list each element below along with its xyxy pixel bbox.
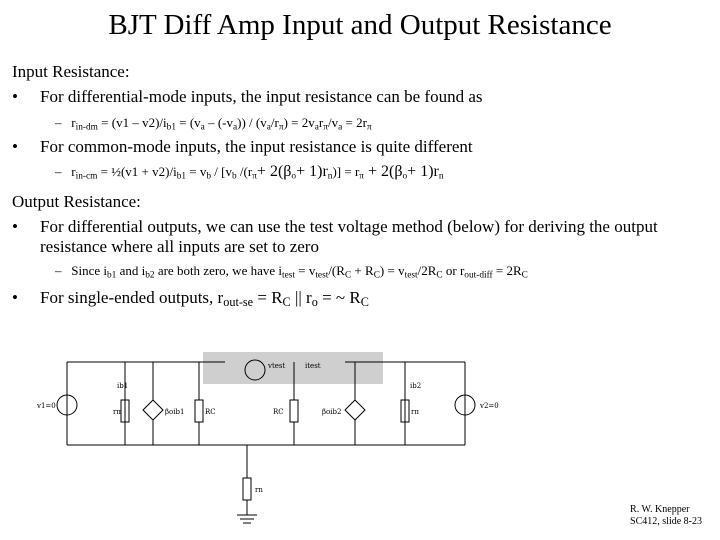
f-sub: π [252,171,257,182]
dash-marker: – [55,263,62,278]
n-t: /2R [417,263,437,278]
f-t: = (v [175,115,201,130]
label-itest: itest [305,362,321,370]
f-sub: a [338,122,343,133]
n-t: /(R [328,263,345,278]
n-sub: C [436,270,443,281]
output-resistance-heading: Output Resistance: [12,192,141,211]
n-sub: test [404,270,418,281]
f-sub: b1 [166,122,176,133]
input-resistance-heading: Input Resistance: [12,62,130,81]
n-sub: C [521,270,528,281]
label-ib2: ib2 [410,382,422,390]
label-ib1: ib1 [117,382,129,390]
diff-output-text: For differential outputs, we can use the test voltage method (below) for deriving the output resistance where all inputs are set to zero [40,217,658,256]
f-sub: a [200,122,205,133]
bullet-diff-output [12,217,18,237]
diff-input-formula [55,115,372,135]
bullet-marker: • [12,87,18,106]
f-t: /v [327,115,339,130]
f-sub: o [402,171,408,182]
dash-marker: – [55,115,62,130]
f-sub: π [323,122,328,133]
f-t: ) = 2v [283,115,315,130]
f-sub: n [438,171,444,182]
label-vtest: vtest [268,362,286,370]
n-t: and i [116,263,146,278]
cm-input-formula [55,164,444,184]
label-gain-left: βoib1 [165,408,185,416]
cm-input-text: For common-mode inputs, the input resistance is quite different [40,137,473,156]
s-t: = R [253,288,283,307]
diff-input-text: For differential-mode inputs, the input resistance can be found as [40,87,483,106]
s-sub: C [282,295,291,310]
author-name: R. W. Knepper [630,504,690,515]
bullet-marker: • [12,217,18,236]
n-sub: b2 [145,270,155,281]
label-gain-right: βoib2 [322,408,342,416]
f-t: )] = r [332,164,360,179]
f-t: /(r [236,164,253,179]
label-rc-right: RC [273,408,284,416]
label-v2: v2=0 [480,402,499,410]
f-sub: b [232,171,237,182]
f-t: + 2(β [256,163,292,180]
label-v1: v1=0 [37,402,56,410]
f-r: r [71,164,76,179]
f-t: = 2r [342,115,367,130]
n-t: or r [442,263,465,278]
f-sub: a [266,122,271,133]
f-r: r [71,115,76,130]
f-sub: π [278,122,284,133]
se-output-text [40,288,369,312]
n-sub: test [282,270,295,281]
f-t: )) / (v [237,115,267,130]
small-signal-circuit-diagram [25,350,625,532]
slide-title: BJT Diff Amp Input and Output Resistance [108,9,612,41]
s-t: = ~ R [317,288,361,307]
label-rn: rn [255,486,263,494]
f-t: = (v1 – v2)/i [97,115,167,130]
bullet-diff-input [12,87,483,107]
s-t: For single-ended outputs, r [40,288,224,307]
n-sub: C [344,270,352,281]
f-sub: π [359,171,364,182]
bullet-marker: • [12,288,18,307]
slide-number: SC412, slide 8-23 [630,516,702,527]
f-t: + 1)r [407,163,439,180]
label-rc-left: RC [205,408,216,416]
f-t: + 2(β [364,163,403,180]
s-t: || r [290,288,312,307]
f-sub: a [232,122,238,133]
n-sub: out-diff [464,270,493,281]
f-sub: n [327,171,333,182]
author-signature [630,504,702,528]
bullet-marker: • [12,137,18,156]
bullet-cm-input [12,137,473,157]
f-t: r [318,115,324,130]
n-sub: b1 [107,270,117,281]
n-t: ) = v [379,263,405,278]
n-t: = 2R [492,263,522,278]
f-t: = v [186,164,207,179]
s-sub: o [311,295,318,310]
n-t: + R [351,263,374,278]
f-t: – (-v [204,115,233,130]
bullet-se-output [12,288,369,310]
n-t: are both zero, we have i [154,263,282,278]
dash-marker: – [55,164,62,179]
n-t: Since i [71,263,107,278]
s-sub: out-se [223,295,254,310]
f-sub: π [366,122,372,133]
f-t: = ½(v1 + v2)/i [97,164,177,179]
f-sub: a [314,122,319,133]
output-note [55,263,528,283]
f-sub: b [206,171,212,182]
f-t: + 1)r [296,163,328,180]
f-sub: in-cm [75,171,98,182]
s-sub: C [360,295,369,310]
label-rpi-right: rπ [411,408,419,416]
test-source-region [203,352,383,384]
f-sub: in-dm [75,122,98,133]
label-rpi-left: rπ [113,408,121,416]
n-sub: C [373,270,380,281]
f-t: /r [270,115,279,130]
f-sub: o [291,171,297,182]
n-sub: test [315,270,329,281]
f-t: / [v [211,164,232,179]
f-sub: b1 [176,171,187,182]
n-t: = v [294,263,316,278]
